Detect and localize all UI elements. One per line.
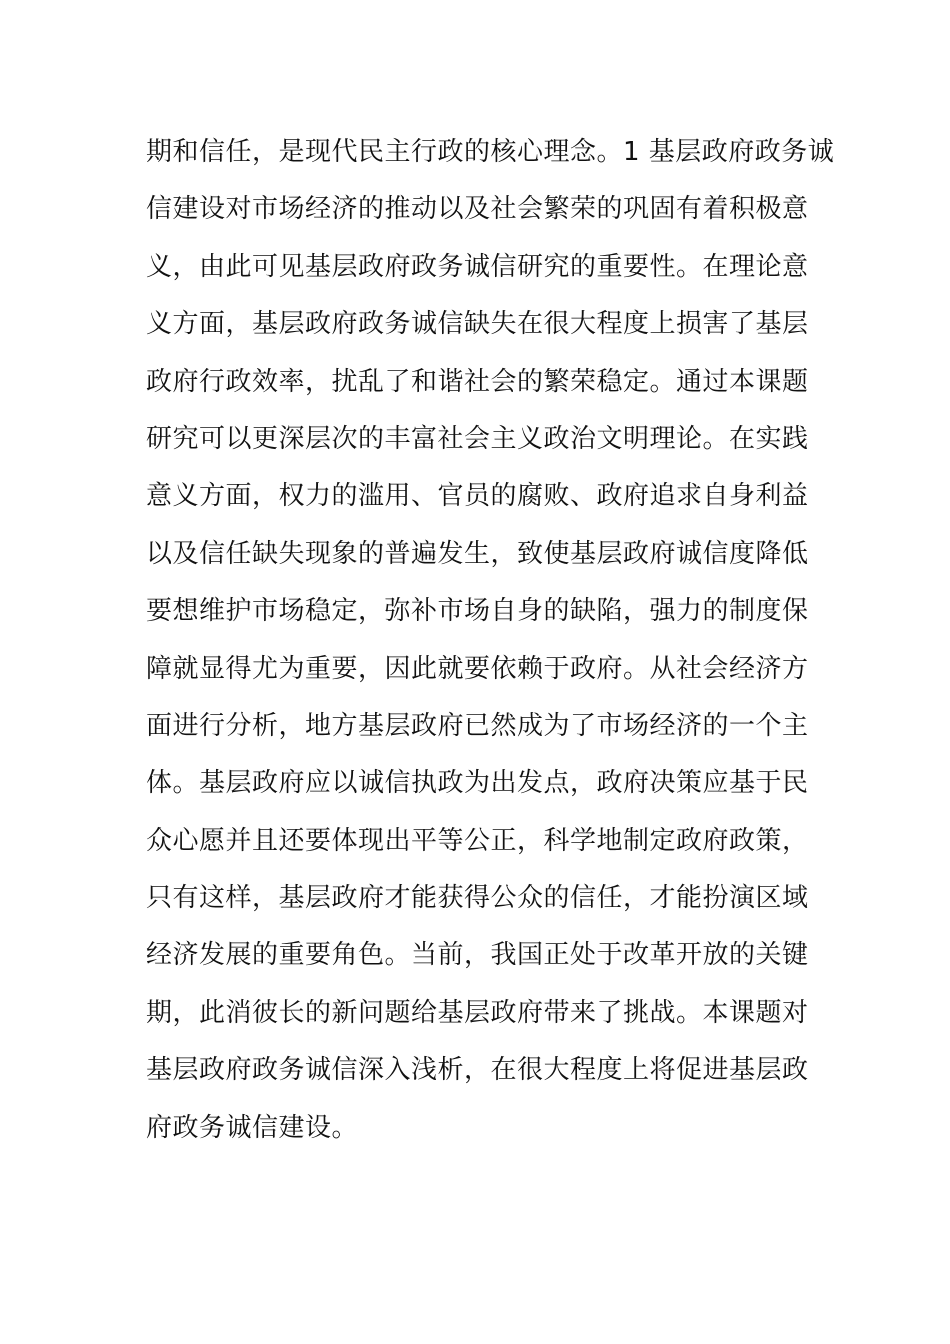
- text-line: 只有这样，基层政府才能获得公众的信任，才能扮演区域: [146, 883, 809, 914]
- text-line: 期和信任，是现代民主行政的核心理念。1 基层政府政务诚: [146, 137, 835, 167]
- text-line: 以及信任缺失现象的普遍发生，致使基层政府诚信度降低: [146, 538, 809, 569]
- text-line: 经济发展的重要角色。当前，我国正处于改革开放的关键: [146, 940, 809, 971]
- text-line: 意义方面，权力的滥用、官员的腐败、政府追求自身利益: [146, 481, 809, 512]
- text-line: 义，由此可见基层政府政务诚信研究的重要性。在理论意: [146, 251, 809, 282]
- text-line: 政府行政效率，扰乱了和谐社会的繁荣稳定。通过本课题: [146, 366, 809, 397]
- text-line: 众心愿并且还要体现出平等公正，科学地制定政府政策，: [146, 825, 809, 856]
- text-line: 面进行分析，地方基层政府已然成为了市场经济的一个主: [146, 710, 809, 741]
- text-line: 期，此消彼长的新问题给基层政府带来了挑战。本课题对: [146, 997, 809, 1028]
- text-line: 研究可以更深层次的丰富社会主义政治文明理论。在实践: [146, 423, 809, 454]
- text-line: 障就显得尤为重要，因此就要依赖于政府。从社会经济方: [146, 653, 809, 684]
- text-line: 要想维护市场稳定，弥补市场自身的缺陷，强力的制度保: [146, 596, 809, 627]
- text-line: 体。基层政府应以诚信执政为出发点，政府决策应基于民: [146, 768, 809, 799]
- text-line: 义方面，基层政府政务诚信缺失在很大程度上损害了基层: [146, 309, 809, 340]
- body-paragraph: [146, 128, 835, 1161]
- text-line: 信建设对市场经济的推动以及社会繁荣的巩固有着积极意: [146, 194, 809, 225]
- text-line: 府政务诚信建设。: [146, 1112, 359, 1143]
- text-line: 基层政府政务诚信深入浅析，在很大程度上将促进基层政: [146, 1055, 809, 1086]
